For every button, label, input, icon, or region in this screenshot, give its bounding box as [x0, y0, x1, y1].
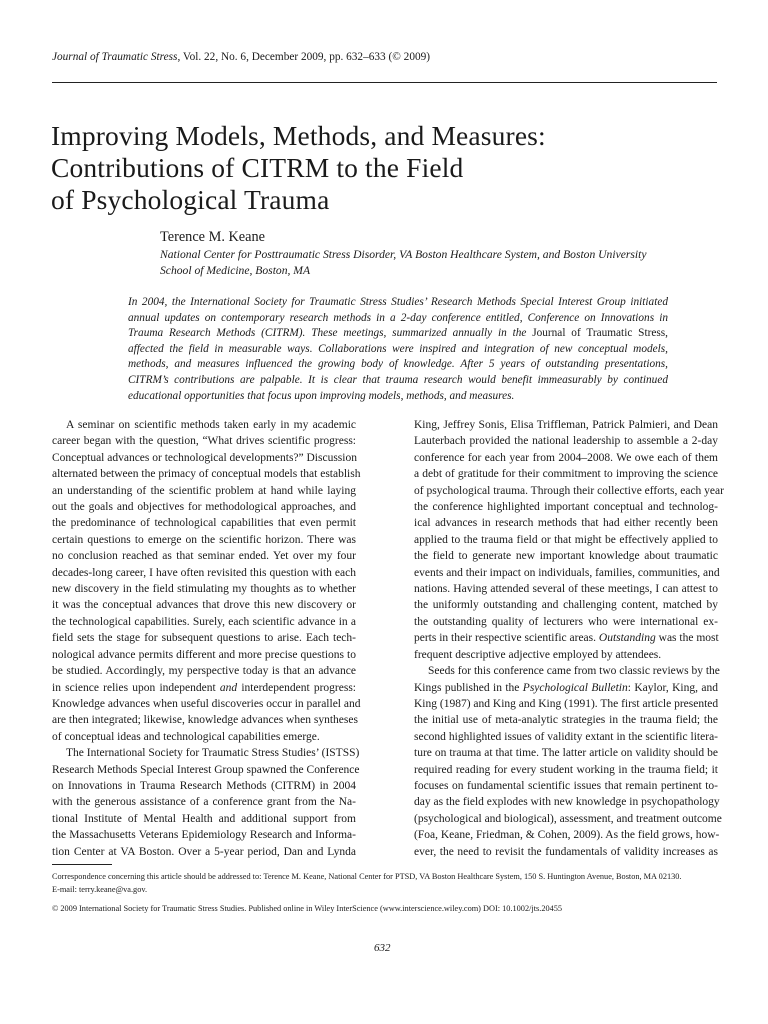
abstract-line: methods, and measures influenced the growing body of knowledge. After 5 years of outstanding presentations, [128, 358, 668, 371]
body-line: nations. Having attended several of these meetings, I can attest to [414, 583, 718, 596]
journal-of: of [565, 327, 587, 340]
abstract-line: educational opportunities that focus upon improving models, methods, and measures. [128, 389, 515, 402]
body-line [414, 630, 718, 646]
body-line: it was the conceptual advances that drove this new discovery or [52, 599, 356, 612]
author-name: Terence M. Keane [160, 229, 265, 245]
title-line: Contributions of CITRM to the Field [51, 152, 464, 183]
abstract-text: Trauma Research Methods (CITRM). These meetings, summarized annually in the [128, 327, 527, 340]
body-line: frequent descriptive adjective employed by attendees. [414, 648, 662, 661]
body-line: (psychological and biological), assessment, and treatment outcome [414, 812, 722, 825]
body-line: events and their impact on individuals, families, communities, and [414, 566, 720, 579]
body-text: perts in their respective scientific areas. [414, 632, 599, 645]
body-line: (Foa, Keane, Friedman, & Cohen, 2009). As the field grows, how- [414, 829, 720, 842]
body-line: Lauterbach provided the national leadership to assemble a 2-day [414, 435, 718, 448]
body-line: the initial use of meta-analytic strategies in the trauma field; the [414, 714, 718, 727]
abstract-journal-ref [532, 327, 668, 339]
body-line: second highlighted issues of validity extant in the scientific litera- [414, 730, 718, 743]
body-text: Kings published in the [414, 681, 523, 694]
correspondence-footnote [52, 870, 732, 896]
affiliation-line: National Center for Posttraumatic Stress Disorder, VA Boston Healthcare System, and Boston University [160, 248, 647, 261]
abstract-line: CITRM’s contributions are palpable. It is clear that trauma research would benefit immeasurably by continued [128, 373, 668, 386]
body-line: the field to generate new important knowledge about traumatic [414, 550, 718, 563]
abstract-line [128, 326, 668, 342]
abstract-line: affected the field in measurable ways. Collaborations were inspired and integration of new conceptual models, [128, 342, 668, 355]
body-line: no conclusion reached as that seminar ended. Yet over my four [52, 550, 356, 563]
body-line: tional Institute of Mental Health and additional support from [52, 812, 356, 825]
abstract [128, 295, 668, 404]
body-line: ever, the need to revisit the fundamentals of validity increases as [414, 845, 718, 858]
emphasis-and: and [219, 681, 238, 694]
body-line: out the goals and objectives for methodological approaches, and [52, 501, 356, 514]
body-line: decades-long career, I have often revisited this question with each [52, 566, 356, 579]
body-line: be studied. Accordingly, my perspective today is that an advance [52, 665, 356, 678]
journal-name: Journal of Traumatic Stress [52, 51, 178, 63]
header-rule [52, 82, 717, 83]
journal-details: , Vol. 22, No. 6, December 2009, pp. 632–633 (© 2009) [177, 51, 431, 63]
body-line: Seeds for this conference came from two classic reviews by the [428, 665, 720, 678]
body-line: ical advances in research methods that had either recently been [414, 517, 718, 530]
body-line: the Massachusetts Veterans Epidemiology Research and Informa- [52, 829, 356, 842]
abstract-line: annual updates on contemporary research methods in a 2-day conference entitled, Conference on Innovations in [128, 311, 668, 324]
body-line: Knowledge advances when useful discoveries occur in parallel and [52, 697, 361, 710]
body-line: required reading for every student working in the trauma field; it [414, 763, 718, 776]
body-line: Conceptual advances or technological developments?” Discussion [52, 451, 357, 464]
page-number: 632 [374, 942, 391, 954]
body-line: the conference highlighted important conceptual and technolog- [414, 501, 718, 514]
body-line: of psychological trauma. Through their collective efforts, each year [414, 484, 724, 497]
body-line: field sets the stage for subsequent questions to arise. Each tech- [52, 632, 356, 645]
body-line: career began with the question, “What drives scientific progress: [52, 435, 356, 448]
journal-rest: Traumatic Stress, [586, 327, 668, 340]
body-line: of conceptual ideas and technological capabilities emerge. [52, 730, 320, 743]
title-line: of Psychological Trauma [51, 184, 330, 215]
body-line: day as the field explodes with new knowledge in psychopathology [414, 796, 720, 809]
footnote-line: E-mail: terry.keane@va.gov. [52, 885, 148, 894]
body-line: with the generous assistance of a conference grant from the Na- [52, 796, 356, 809]
body-text: in science relies upon independent [52, 681, 220, 694]
body-line: new discovery in the field stimulating my thoughts as to whether [52, 583, 356, 596]
body-line: the technological capabilities. Surely, each scientific advance in a [52, 615, 356, 628]
body-line: The International Society for Traumatic Stress Studies’ (ISTSS) [66, 747, 360, 760]
body-line: nological advance permits different and more precise questions to [52, 648, 356, 661]
footnote-line: Correspondence concerning this article should be addressed to: Terence M. Keane, National Center for PTSD, VA Boston Healthcare System, 150 S. Huntington Avenue, Boston, MA 02130. [52, 872, 682, 881]
body-line [52, 680, 356, 696]
body-line: conference for each year from 2004–2008. We owe each of them [414, 451, 718, 464]
body-line: King, Jeffrey Sonis, Elisa Triffleman, Patrick Palmieri, and Dean [414, 419, 718, 431]
body-column-left [52, 417, 361, 860]
author-affiliation [160, 247, 660, 279]
affiliation-line: School of Medicine, Boston, MA [160, 264, 311, 277]
body-line: certain questions to emerge on the scientific horizon. There was [52, 533, 356, 546]
body-line: a debt of gratitude for their commitment to improving the science [414, 468, 718, 481]
body-line: Research Methods Special Interest Group spawned the Conference [52, 763, 360, 776]
body-line: are then integrated; likewise, knowledge advances when syntheses [52, 714, 358, 727]
body-line: alternated between the primacy of conceptual models that establish [52, 468, 361, 481]
body-line: applied to the trauma field or that might be effectively applied to [414, 533, 718, 546]
body-line: an understanding of the scientific problem at hand while laying [52, 484, 356, 497]
journal-citation [52, 51, 430, 63]
title-line: Improving Models, Methods, and Measures: [51, 120, 546, 151]
body-line: the outstanding quality of lecturers who were international ex- [414, 615, 718, 628]
copyright-notice: © 2009 International Society for Traumatic Stress Studies. Published online in Wiley InterScience (www.interscience.wiley.com) DOI: 10.1002/jts.20455 [52, 904, 563, 913]
footnote-rule [52, 864, 112, 865]
body-line: focuses on fundamental scientific issues that remain pertinent to- [414, 779, 718, 792]
body-text: interdependent progress: [237, 681, 357, 694]
article-title [51, 120, 721, 216]
body-line: A seminar on scientific methods taken early in my academic [66, 419, 356, 431]
emphasis-outstanding: Outstanding [598, 632, 656, 645]
body-text: : Kaylor, King, and [627, 681, 718, 694]
body-line [414, 680, 718, 696]
body-line: King (1987) and King and King (1991). The first article presented [414, 697, 719, 710]
body-line: the predominance of technological capabilities that even permit [52, 517, 356, 530]
body-column-right [414, 417, 724, 860]
journal-title-italic: Psychological Bulletin [522, 681, 628, 694]
body-text: was the most [655, 632, 719, 645]
body-line: tion Center at VA Boston. Over a 5-year period, Dan and Lynda [52, 845, 356, 858]
abstract-line: In 2004, the International Society for Traumatic Stress Studies’ Research Methods Special Interest Group initiated [128, 296, 668, 308]
body-line: the uniformly outstanding and challenging content, matched by [414, 599, 718, 612]
body-line: on Innovations in Trauma Research Methods (CITRM) in 2004 [52, 779, 356, 792]
journal-word: Journal [532, 327, 566, 340]
body-line: ture on trauma at that time. The latter article on validity should be [414, 747, 718, 760]
